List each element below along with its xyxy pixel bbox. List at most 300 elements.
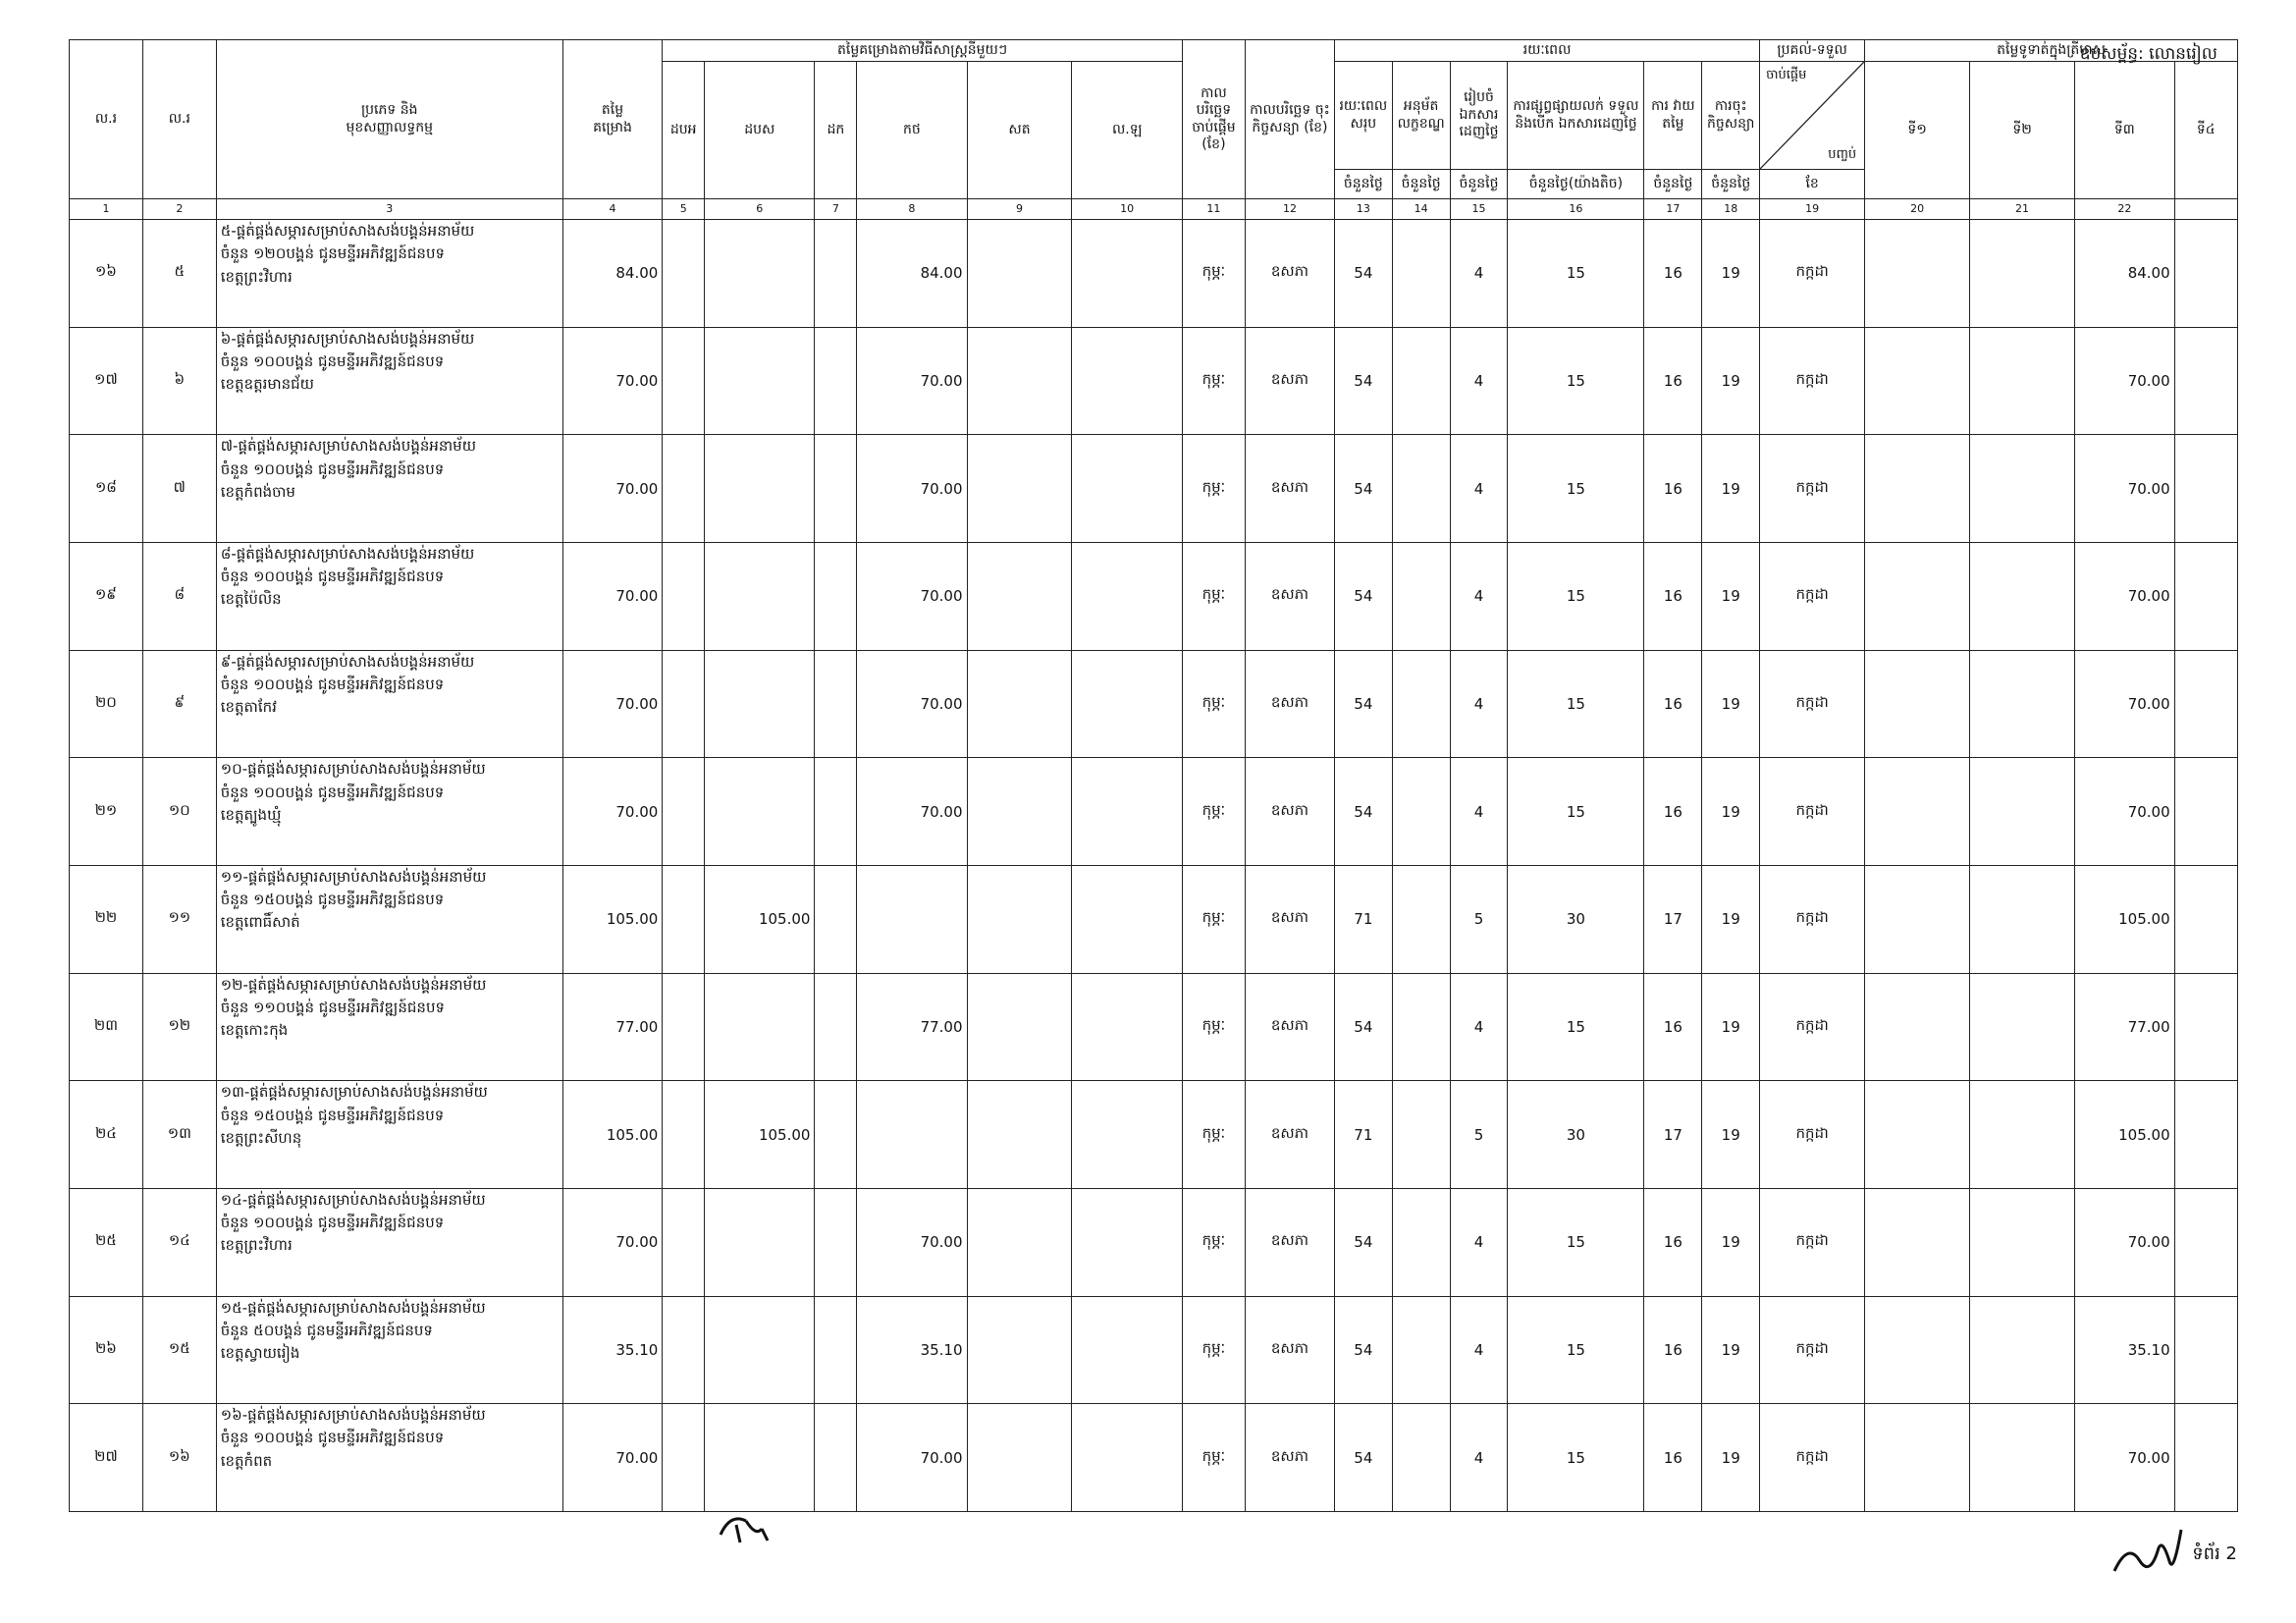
cell-sign: ឧសភា bbox=[1246, 542, 1335, 650]
cell-eval: 16 bbox=[1644, 327, 1702, 435]
cell-deliv: កក្កដា bbox=[1760, 1081, 1865, 1189]
cell-m6 bbox=[1072, 542, 1182, 650]
cell-m6 bbox=[1072, 1296, 1182, 1404]
cell-prep: 4 bbox=[1450, 650, 1508, 758]
cell-q1 bbox=[1865, 973, 1970, 1081]
cell-ad: 15 bbox=[1508, 758, 1644, 866]
cell-cost: 70.00 bbox=[562, 758, 663, 866]
cell-q2 bbox=[1970, 327, 2075, 435]
cell-deliv: កក្កដា bbox=[1760, 1404, 1865, 1512]
cell-m5 bbox=[967, 650, 1072, 758]
cell-desc: ១០-ផ្គត់ផ្គង់សម្ភារសម្រាប់សាងសង់បង្គន់អនាម័យ ចំនួន ១០០បង្គន់ ជូនមន្ទីរអភិវឌ្ឍន៍ជនបទ ខេត្តត្បូងឃ្មុំ bbox=[216, 758, 562, 866]
cell-ad: 15 bbox=[1508, 1296, 1644, 1404]
cell-q1 bbox=[1865, 327, 1970, 435]
table-row bbox=[70, 327, 2238, 435]
cell-q4 bbox=[2174, 542, 2237, 650]
column-number: 4 bbox=[562, 199, 663, 220]
cell-m5 bbox=[967, 1188, 1072, 1296]
cell-sub: ១៥ bbox=[142, 1296, 216, 1404]
cell-deliv: កក្កដា bbox=[1760, 542, 1865, 650]
cell-q2 bbox=[1970, 1081, 2075, 1189]
cell-m5 bbox=[967, 1296, 1072, 1404]
header-method-3: ដក bbox=[815, 62, 857, 199]
cell-m4: 70.00 bbox=[857, 1188, 967, 1296]
cell-approve bbox=[1392, 220, 1450, 328]
cell-contract: 19 bbox=[1702, 758, 1760, 866]
cell-m3 bbox=[815, 220, 857, 328]
cell-m5 bbox=[967, 327, 1072, 435]
cell-no: ១៧ bbox=[70, 327, 143, 435]
header-duration-prep: រៀបចំ ឯកសារ ដេញថ្លៃ bbox=[1450, 62, 1508, 170]
column-number: 12 bbox=[1246, 199, 1335, 220]
cell-m4: 77.00 bbox=[857, 973, 967, 1081]
header-methods-group: តម្លៃគម្រោងតាមវិធីសាស្ត្រនីមួយៗ bbox=[663, 40, 1182, 62]
cell-approve bbox=[1392, 542, 1450, 650]
procurement-plan-table bbox=[69, 39, 2238, 1512]
cell-q1 bbox=[1865, 865, 1970, 973]
cell-m6 bbox=[1072, 327, 1182, 435]
column-number: 20 bbox=[1865, 199, 1970, 220]
cell-q2 bbox=[1970, 435, 2075, 543]
cell-contract: 19 bbox=[1702, 542, 1760, 650]
cell-m6 bbox=[1072, 650, 1182, 758]
cell-total: 54 bbox=[1334, 435, 1392, 543]
cell-deliv: កក្កដា bbox=[1760, 758, 1865, 866]
cell-cost: 84.00 bbox=[562, 220, 663, 328]
cell-approve bbox=[1392, 1296, 1450, 1404]
cell-m2 bbox=[705, 758, 815, 866]
cell-sub: ៥ bbox=[142, 220, 216, 328]
cell-m1 bbox=[663, 1404, 705, 1512]
cell-q4 bbox=[2174, 1081, 2237, 1189]
cell-m5 bbox=[967, 435, 1072, 543]
column-number: 22 bbox=[2075, 199, 2175, 220]
table-row bbox=[70, 435, 2238, 543]
cell-cost: 70.00 bbox=[562, 1188, 663, 1296]
cell-q3: 77.00 bbox=[2075, 973, 2175, 1081]
cell-sub: ១៣ bbox=[142, 1081, 216, 1189]
column-number: 5 bbox=[663, 199, 705, 220]
header-cost-line1: តម្លៃ bbox=[601, 102, 624, 118]
header-type-line1: ប្រភេទ និង bbox=[360, 102, 418, 118]
cell-m1 bbox=[663, 973, 705, 1081]
cell-prep: 4 bbox=[1450, 542, 1508, 650]
cell-q1 bbox=[1865, 1188, 1970, 1296]
cell-start: កុម្ភៈ bbox=[1182, 650, 1245, 758]
cell-sign: ឧសភា bbox=[1246, 220, 1335, 328]
cell-contract: 19 bbox=[1702, 973, 1760, 1081]
cell-ad: 15 bbox=[1508, 220, 1644, 328]
cell-sub: ១១ bbox=[142, 865, 216, 973]
cell-m5 bbox=[967, 1404, 1072, 1512]
cell-contract: 19 bbox=[1702, 1404, 1760, 1512]
column-number: 15 bbox=[1450, 199, 1508, 220]
cell-no: ២៣ bbox=[70, 973, 143, 1081]
cell-contract: 19 bbox=[1702, 650, 1760, 758]
cell-eval: 16 bbox=[1644, 758, 1702, 866]
cell-start: កុម្ភៈ bbox=[1182, 435, 1245, 543]
cell-q3: 70.00 bbox=[2075, 650, 2175, 758]
cell-eval: 17 bbox=[1644, 865, 1702, 973]
cell-approve bbox=[1392, 973, 1450, 1081]
cell-eval: 16 bbox=[1644, 542, 1702, 650]
cell-m5 bbox=[967, 542, 1072, 650]
cell-approve bbox=[1392, 865, 1450, 973]
cell-m4: 35.10 bbox=[857, 1296, 967, 1404]
cell-q3: 70.00 bbox=[2075, 1404, 2175, 1512]
cell-eval: 16 bbox=[1644, 1188, 1702, 1296]
cell-prep: 4 bbox=[1450, 220, 1508, 328]
cell-cost: 70.00 bbox=[562, 542, 663, 650]
cell-m1 bbox=[663, 758, 705, 866]
cell-total: 71 bbox=[1334, 865, 1392, 973]
cell-m2 bbox=[705, 435, 815, 543]
cell-m6 bbox=[1072, 1404, 1182, 1512]
cell-m3 bbox=[815, 973, 857, 1081]
column-number: 17 bbox=[1644, 199, 1702, 220]
cell-total: 54 bbox=[1334, 542, 1392, 650]
header-unit-days: ចំនួនថ្ងៃ bbox=[1702, 170, 1760, 199]
cell-sub: ៦ bbox=[142, 327, 216, 435]
cell-cost: 70.00 bbox=[562, 327, 663, 435]
cell-m4 bbox=[857, 865, 967, 973]
cell-deliv: កក្កដា bbox=[1760, 650, 1865, 758]
cell-sign: ឧសភា bbox=[1246, 973, 1335, 1081]
cell-m6 bbox=[1072, 973, 1182, 1081]
cell-deliv: កក្កដា bbox=[1760, 1296, 1865, 1404]
cell-m1 bbox=[663, 220, 705, 328]
cell-sign: ឧសភា bbox=[1246, 327, 1335, 435]
cell-cost: 70.00 bbox=[562, 1404, 663, 1512]
cell-m1 bbox=[663, 327, 705, 435]
cell-contract: 19 bbox=[1702, 220, 1760, 328]
cell-m3 bbox=[815, 1081, 857, 1189]
cell-q4 bbox=[2174, 973, 2237, 1081]
cell-contract: 19 bbox=[1702, 327, 1760, 435]
table-row bbox=[70, 1081, 2238, 1189]
column-number: 2 bbox=[142, 199, 216, 220]
cell-q2 bbox=[1970, 220, 2075, 328]
header-q2: ទី២ bbox=[1970, 62, 2075, 199]
header-duration-group: រយៈពេល bbox=[1334, 40, 1759, 62]
cell-total: 54 bbox=[1334, 220, 1392, 328]
cell-q1 bbox=[1865, 220, 1970, 328]
table-row bbox=[70, 650, 2238, 758]
column-number: 9 bbox=[967, 199, 1072, 220]
cell-desc: ១២-ផ្គត់ផ្គង់សម្ភារសម្រាប់សាងសង់បង្គន់អនាម័យ ចំនួន ១១០បង្គន់ ជូនមន្ទីរអភិវឌ្ឍន៍ជនបទ ខេត្តកោះកុង bbox=[216, 973, 562, 1081]
cell-start: កុម្ភៈ bbox=[1182, 1404, 1245, 1512]
cell-prep: 4 bbox=[1450, 758, 1508, 866]
cell-desc: ១៤-ផ្គត់ផ្គង់សម្ភារសម្រាប់សាងសង់បង្គន់អនាម័យ ចំនួន ១០០បង្គន់ ជូនមន្ទីរអភិវឌ្ឍន៍ជនបទ ខេត្តព្រះវិហារ bbox=[216, 1188, 562, 1296]
cell-prep: 4 bbox=[1450, 1296, 1508, 1404]
cell-start: កុម្ភៈ bbox=[1182, 327, 1245, 435]
page-label: ឧបសម្ព័ន្ធ: លោនរៀល bbox=[2079, 44, 2217, 64]
cell-m5 bbox=[967, 1081, 1072, 1189]
initial-mark-left bbox=[717, 1507, 775, 1546]
cell-no: ២៦ bbox=[70, 1296, 143, 1404]
cell-start: កុម្ភៈ bbox=[1182, 973, 1245, 1081]
cell-desc: ៦-ផ្គត់ផ្គង់សម្ភារសម្រាប់សាងសង់បង្គន់អនាម័យ ចំនួន ១០០បង្គន់ ជូនមន្ទីរអភិវឌ្ឍន៍ជនបទ ខេត្តឧត្តរមានជ័យ bbox=[216, 327, 562, 435]
column-number: 14 bbox=[1392, 199, 1450, 220]
cell-contract: 19 bbox=[1702, 1188, 1760, 1296]
cell-start: កុម្ភៈ bbox=[1182, 865, 1245, 973]
cell-sub: ១៤ bbox=[142, 1188, 216, 1296]
cell-q1 bbox=[1865, 435, 1970, 543]
cell-desc: ១៣-ផ្គត់ផ្គង់សម្ភារសម្រាប់សាងសង់បង្គន់អនាម័យ ចំនួន ១៥០បង្គន់ ជូនមន្ទីរអភិវឌ្ឍន៍ជនបទ ខេត្តព្រះសីហនុ bbox=[216, 1081, 562, 1189]
cell-no: ២០ bbox=[70, 650, 143, 758]
cell-deliv: កក្កដា bbox=[1760, 1188, 1865, 1296]
cell-m3 bbox=[815, 327, 857, 435]
initial-mark-right bbox=[2110, 1522, 2189, 1581]
header-quarter-group: តម្លៃទូទាត់ក្នុងត្រីមាស bbox=[1865, 40, 2238, 62]
cell-start: កុម្ភៈ bbox=[1182, 1188, 1245, 1296]
cell-q3: 84.00 bbox=[2075, 220, 2175, 328]
cell-total: 54 bbox=[1334, 758, 1392, 866]
header-unit-days: ចំនួនថ្ងៃ bbox=[1392, 170, 1450, 199]
cell-q3: 70.00 bbox=[2075, 1188, 2175, 1296]
cell-eval: 16 bbox=[1644, 220, 1702, 328]
cell-m3 bbox=[815, 1296, 857, 1404]
cell-cost: 77.00 bbox=[562, 973, 663, 1081]
cell-eval: 16 bbox=[1644, 1296, 1702, 1404]
cell-sign: ឧសភា bbox=[1246, 1188, 1335, 1296]
cell-no: ២៧ bbox=[70, 1404, 143, 1512]
cell-q3: 35.10 bbox=[2075, 1296, 2175, 1404]
cell-sign: ឧសភា bbox=[1246, 435, 1335, 543]
cell-q3: 105.00 bbox=[2075, 865, 2175, 973]
cell-q2 bbox=[1970, 973, 2075, 1081]
cell-approve bbox=[1392, 758, 1450, 866]
cell-total: 71 bbox=[1334, 1081, 1392, 1189]
table-row bbox=[70, 1188, 2238, 1296]
cell-m4: 70.00 bbox=[857, 650, 967, 758]
header-duration-advertise: ការផ្សព្វផ្សាយលក់ ទទួល និងបើក ឯកសារដេញថ្លៃ bbox=[1508, 62, 1644, 170]
cell-m1 bbox=[663, 650, 705, 758]
cell-approve bbox=[1392, 435, 1450, 543]
cell-q3: 70.00 bbox=[2075, 327, 2175, 435]
header-duration-total: រយៈពេល សរុប bbox=[1334, 62, 1392, 170]
cell-deliv: កក្កដា bbox=[1760, 327, 1865, 435]
header-unit-days: ចំនួនថ្ងៃ bbox=[1644, 170, 1702, 199]
cell-q4 bbox=[2174, 1296, 2237, 1404]
cell-start: កុម្ភៈ bbox=[1182, 542, 1245, 650]
cell-sign: ឧសភា bbox=[1246, 1081, 1335, 1189]
cell-sub: ៧ bbox=[142, 435, 216, 543]
cell-desc: ៩-ផ្គត់ផ្គង់សម្ភារសម្រាប់សាងសង់បង្គន់អនាម័យ ចំនួន ១០០បង្គន់ ជូនមន្ទីរអភិវឌ្ឍន៍ជនបទ ខេត្តតាកែវ bbox=[216, 650, 562, 758]
cell-m5 bbox=[967, 865, 1072, 973]
cell-m5 bbox=[967, 220, 1072, 328]
cell-m2 bbox=[705, 327, 815, 435]
cell-m2: 105.00 bbox=[705, 1081, 815, 1189]
header-q4: ទី៤ bbox=[2174, 62, 2237, 199]
cell-m3 bbox=[815, 435, 857, 543]
cell-q3: 70.00 bbox=[2075, 435, 2175, 543]
cell-m3 bbox=[815, 542, 857, 650]
header-duration-evaluate: ការ វាយតម្លៃ bbox=[1644, 62, 1702, 170]
cell-m6 bbox=[1072, 435, 1182, 543]
cell-m6 bbox=[1072, 220, 1182, 328]
column-number: 6 bbox=[705, 199, 815, 220]
column-number-row bbox=[70, 199, 2238, 220]
column-number: 16 bbox=[1508, 199, 1644, 220]
cell-desc: ៨-ផ្គត់ផ្គង់សម្ភារសម្រាប់សាងសង់បង្គន់អនាម័យ ចំនួន ១០០បង្គន់ ជូនមន្ទីរអភិវឌ្ឍន៍ជនបទ ខេត្តប៉ៃលិន bbox=[216, 542, 562, 650]
cell-q3: 105.00 bbox=[2075, 1081, 2175, 1189]
cell-m3 bbox=[815, 758, 857, 866]
cell-q1 bbox=[1865, 542, 1970, 650]
column-number: 8 bbox=[857, 199, 967, 220]
cell-prep: 5 bbox=[1450, 1081, 1508, 1189]
cell-no: ១៨ bbox=[70, 435, 143, 543]
column-number: 19 bbox=[1760, 199, 1865, 220]
column-number: 18 bbox=[1702, 199, 1760, 220]
cell-cost: 70.00 bbox=[562, 650, 663, 758]
cell-cost: 105.00 bbox=[562, 1081, 663, 1189]
cell-q2 bbox=[1970, 542, 2075, 650]
cell-m2 bbox=[705, 220, 815, 328]
header-method-6: ល.ឡ bbox=[1072, 62, 1182, 199]
cell-approve bbox=[1392, 650, 1450, 758]
cell-no: ២៤ bbox=[70, 1081, 143, 1189]
cell-sign: ឧសភា bbox=[1246, 758, 1335, 866]
table-row bbox=[70, 220, 2238, 328]
cell-sign: ឧសភា bbox=[1246, 1296, 1335, 1404]
cell-ad: 15 bbox=[1508, 435, 1644, 543]
cell-start: កុម្ភៈ bbox=[1182, 1296, 1245, 1404]
header-no: ល.រ bbox=[70, 40, 143, 199]
cell-m4: 84.00 bbox=[857, 220, 967, 328]
cell-no: ២៥ bbox=[70, 1188, 143, 1296]
cell-m2: 105.00 bbox=[705, 865, 815, 973]
cell-m2 bbox=[705, 1404, 815, 1512]
cell-m1 bbox=[663, 1081, 705, 1189]
cell-q4 bbox=[2174, 220, 2237, 328]
cell-prep: 4 bbox=[1450, 1188, 1508, 1296]
cell-q3: 70.00 bbox=[2075, 542, 2175, 650]
cell-m2 bbox=[705, 1296, 815, 1404]
cell-desc: ១១-ផ្គត់ផ្គង់សម្ភារសម្រាប់សាងសង់បង្គន់អនាម័យ ចំនួន ១៥០បង្គន់ ជូនមន្ទីរអភិវឌ្ឍន៍ជនបទ ខេត្តពោធិ៍សាត់ bbox=[216, 865, 562, 973]
column-number: 13 bbox=[1334, 199, 1392, 220]
cell-prep: 5 bbox=[1450, 865, 1508, 973]
header-unit-month: ខែ bbox=[1760, 170, 1865, 199]
cell-m2 bbox=[705, 1188, 815, 1296]
cell-sub: ៩ bbox=[142, 650, 216, 758]
cell-approve bbox=[1392, 1188, 1450, 1296]
cell-q2 bbox=[1970, 1188, 2075, 1296]
cell-desc: ១៦-ផ្គត់ផ្គង់សម្ភារសម្រាប់សាងសង់បង្គន់អនាម័យ ចំនួន ១០០បង្គន់ ជូនមន្ទីរអភិវឌ្ឍន៍ជនបទ ខេត្តកំពត bbox=[216, 1404, 562, 1512]
cell-cost: 105.00 bbox=[562, 865, 663, 973]
cell-q2 bbox=[1970, 650, 2075, 758]
cell-sub: ១៦ bbox=[142, 1404, 216, 1512]
header-method-5: សត bbox=[967, 62, 1072, 199]
cell-contract: 19 bbox=[1702, 1296, 1760, 1404]
cell-m6 bbox=[1072, 865, 1182, 973]
cell-m1 bbox=[663, 435, 705, 543]
table-row bbox=[70, 758, 2238, 866]
cell-total: 54 bbox=[1334, 973, 1392, 1081]
cell-q4 bbox=[2174, 435, 2237, 543]
cell-q1 bbox=[1865, 650, 1970, 758]
cell-q1 bbox=[1865, 1081, 1970, 1189]
header-type-line2: មុខសញ្ញាលទ្ធកម្ម bbox=[346, 119, 434, 135]
cell-sub: ១០ bbox=[142, 758, 216, 866]
cell-sub: ៨ bbox=[142, 542, 216, 650]
cell-m1 bbox=[663, 1296, 705, 1404]
column-number: 1 bbox=[70, 199, 143, 220]
cell-contract: 19 bbox=[1702, 1081, 1760, 1189]
cell-m4: 70.00 bbox=[857, 435, 967, 543]
cell-start: កុម្ភៈ bbox=[1182, 1081, 1245, 1189]
cell-m2 bbox=[705, 650, 815, 758]
header-type bbox=[216, 40, 562, 199]
cell-eval: 16 bbox=[1644, 1404, 1702, 1512]
cell-no: ១៦ bbox=[70, 220, 143, 328]
cell-q4 bbox=[2174, 650, 2237, 758]
cell-sign: ឧសភា bbox=[1246, 650, 1335, 758]
cell-m6 bbox=[1072, 758, 1182, 866]
cell-m4: 70.00 bbox=[857, 542, 967, 650]
cell-eval: 16 bbox=[1644, 650, 1702, 758]
cell-approve bbox=[1392, 327, 1450, 435]
header-sign-date: កាលបរិច្ឆេទ ចុះកិច្ចសន្យា (ខែ) bbox=[1246, 40, 1335, 199]
header-duration-contract: ការចុះ កិច្ចសន្យា bbox=[1702, 62, 1760, 170]
header-delivery-end: បញ្ចប់ bbox=[1828, 146, 1857, 162]
cell-m4: 70.00 bbox=[857, 327, 967, 435]
cell-total: 54 bbox=[1334, 650, 1392, 758]
cell-ad: 15 bbox=[1508, 327, 1644, 435]
cell-contract: 19 bbox=[1702, 865, 1760, 973]
cell-contract: 19 bbox=[1702, 435, 1760, 543]
cell-ad: 30 bbox=[1508, 1081, 1644, 1189]
cell-prep: 4 bbox=[1450, 1404, 1508, 1512]
cell-approve bbox=[1392, 1404, 1450, 1512]
cell-deliv: កក្កដា bbox=[1760, 220, 1865, 328]
cell-no: ១៩ bbox=[70, 542, 143, 650]
cell-m5 bbox=[967, 758, 1072, 866]
cell-total: 54 bbox=[1334, 327, 1392, 435]
header-method-1: ដបអ bbox=[663, 62, 705, 199]
cell-m3 bbox=[815, 1404, 857, 1512]
header-cost bbox=[562, 40, 663, 199]
cell-m3 bbox=[815, 650, 857, 758]
cell-m4: 70.00 bbox=[857, 758, 967, 866]
cell-eval: 16 bbox=[1644, 435, 1702, 543]
cell-desc: ៥-ផ្គត់ផ្គង់សម្ភារសម្រាប់សាងសង់បង្គន់អនាម័យ ចំនួន ១២០បង្គន់ ជូនមន្ទីរអភិវឌ្ឍន៍ជនបទ ខេត្តព្រះវិហារ bbox=[216, 220, 562, 328]
cell-ad: 15 bbox=[1508, 542, 1644, 650]
cell-m3 bbox=[815, 1188, 857, 1296]
header-delivery-group: ប្រគល់-ទទួល bbox=[1760, 40, 1865, 62]
cell-m6 bbox=[1072, 1188, 1182, 1296]
header-unit-days: ចំនួនថ្ងៃ bbox=[1334, 170, 1392, 199]
cell-ad: 30 bbox=[1508, 865, 1644, 973]
cell-q4 bbox=[2174, 327, 2237, 435]
cell-ad: 15 bbox=[1508, 650, 1644, 758]
cell-total: 54 bbox=[1334, 1296, 1392, 1404]
cell-deliv: កក្កដា bbox=[1760, 435, 1865, 543]
cell-m2 bbox=[705, 542, 815, 650]
cell-ad: 15 bbox=[1508, 973, 1644, 1081]
header-delivery-start-end bbox=[1760, 62, 1865, 170]
cell-m5 bbox=[967, 973, 1072, 1081]
cell-no: ២១ bbox=[70, 758, 143, 866]
column-number: 7 bbox=[815, 199, 857, 220]
cell-deliv: កក្កដា bbox=[1760, 973, 1865, 1081]
cell-start: កុម្ភៈ bbox=[1182, 758, 1245, 866]
header-method-2: ដបស bbox=[705, 62, 815, 199]
cell-desc: ៧-ផ្គត់ផ្គង់សម្ភារសម្រាប់សាងសង់បង្គន់អនាម័យ ចំនួន ១០០បង្គន់ ជូនមន្ទីរអភិវឌ្ឍន៍ជនបទ ខេត្តកំពង់ចាម bbox=[216, 435, 562, 543]
cell-start: កុម្ភៈ bbox=[1182, 220, 1245, 328]
header-duration-approve: អនុម័ត លក្ខខណ្ឌ bbox=[1392, 62, 1450, 170]
cell-m2 bbox=[705, 973, 815, 1081]
